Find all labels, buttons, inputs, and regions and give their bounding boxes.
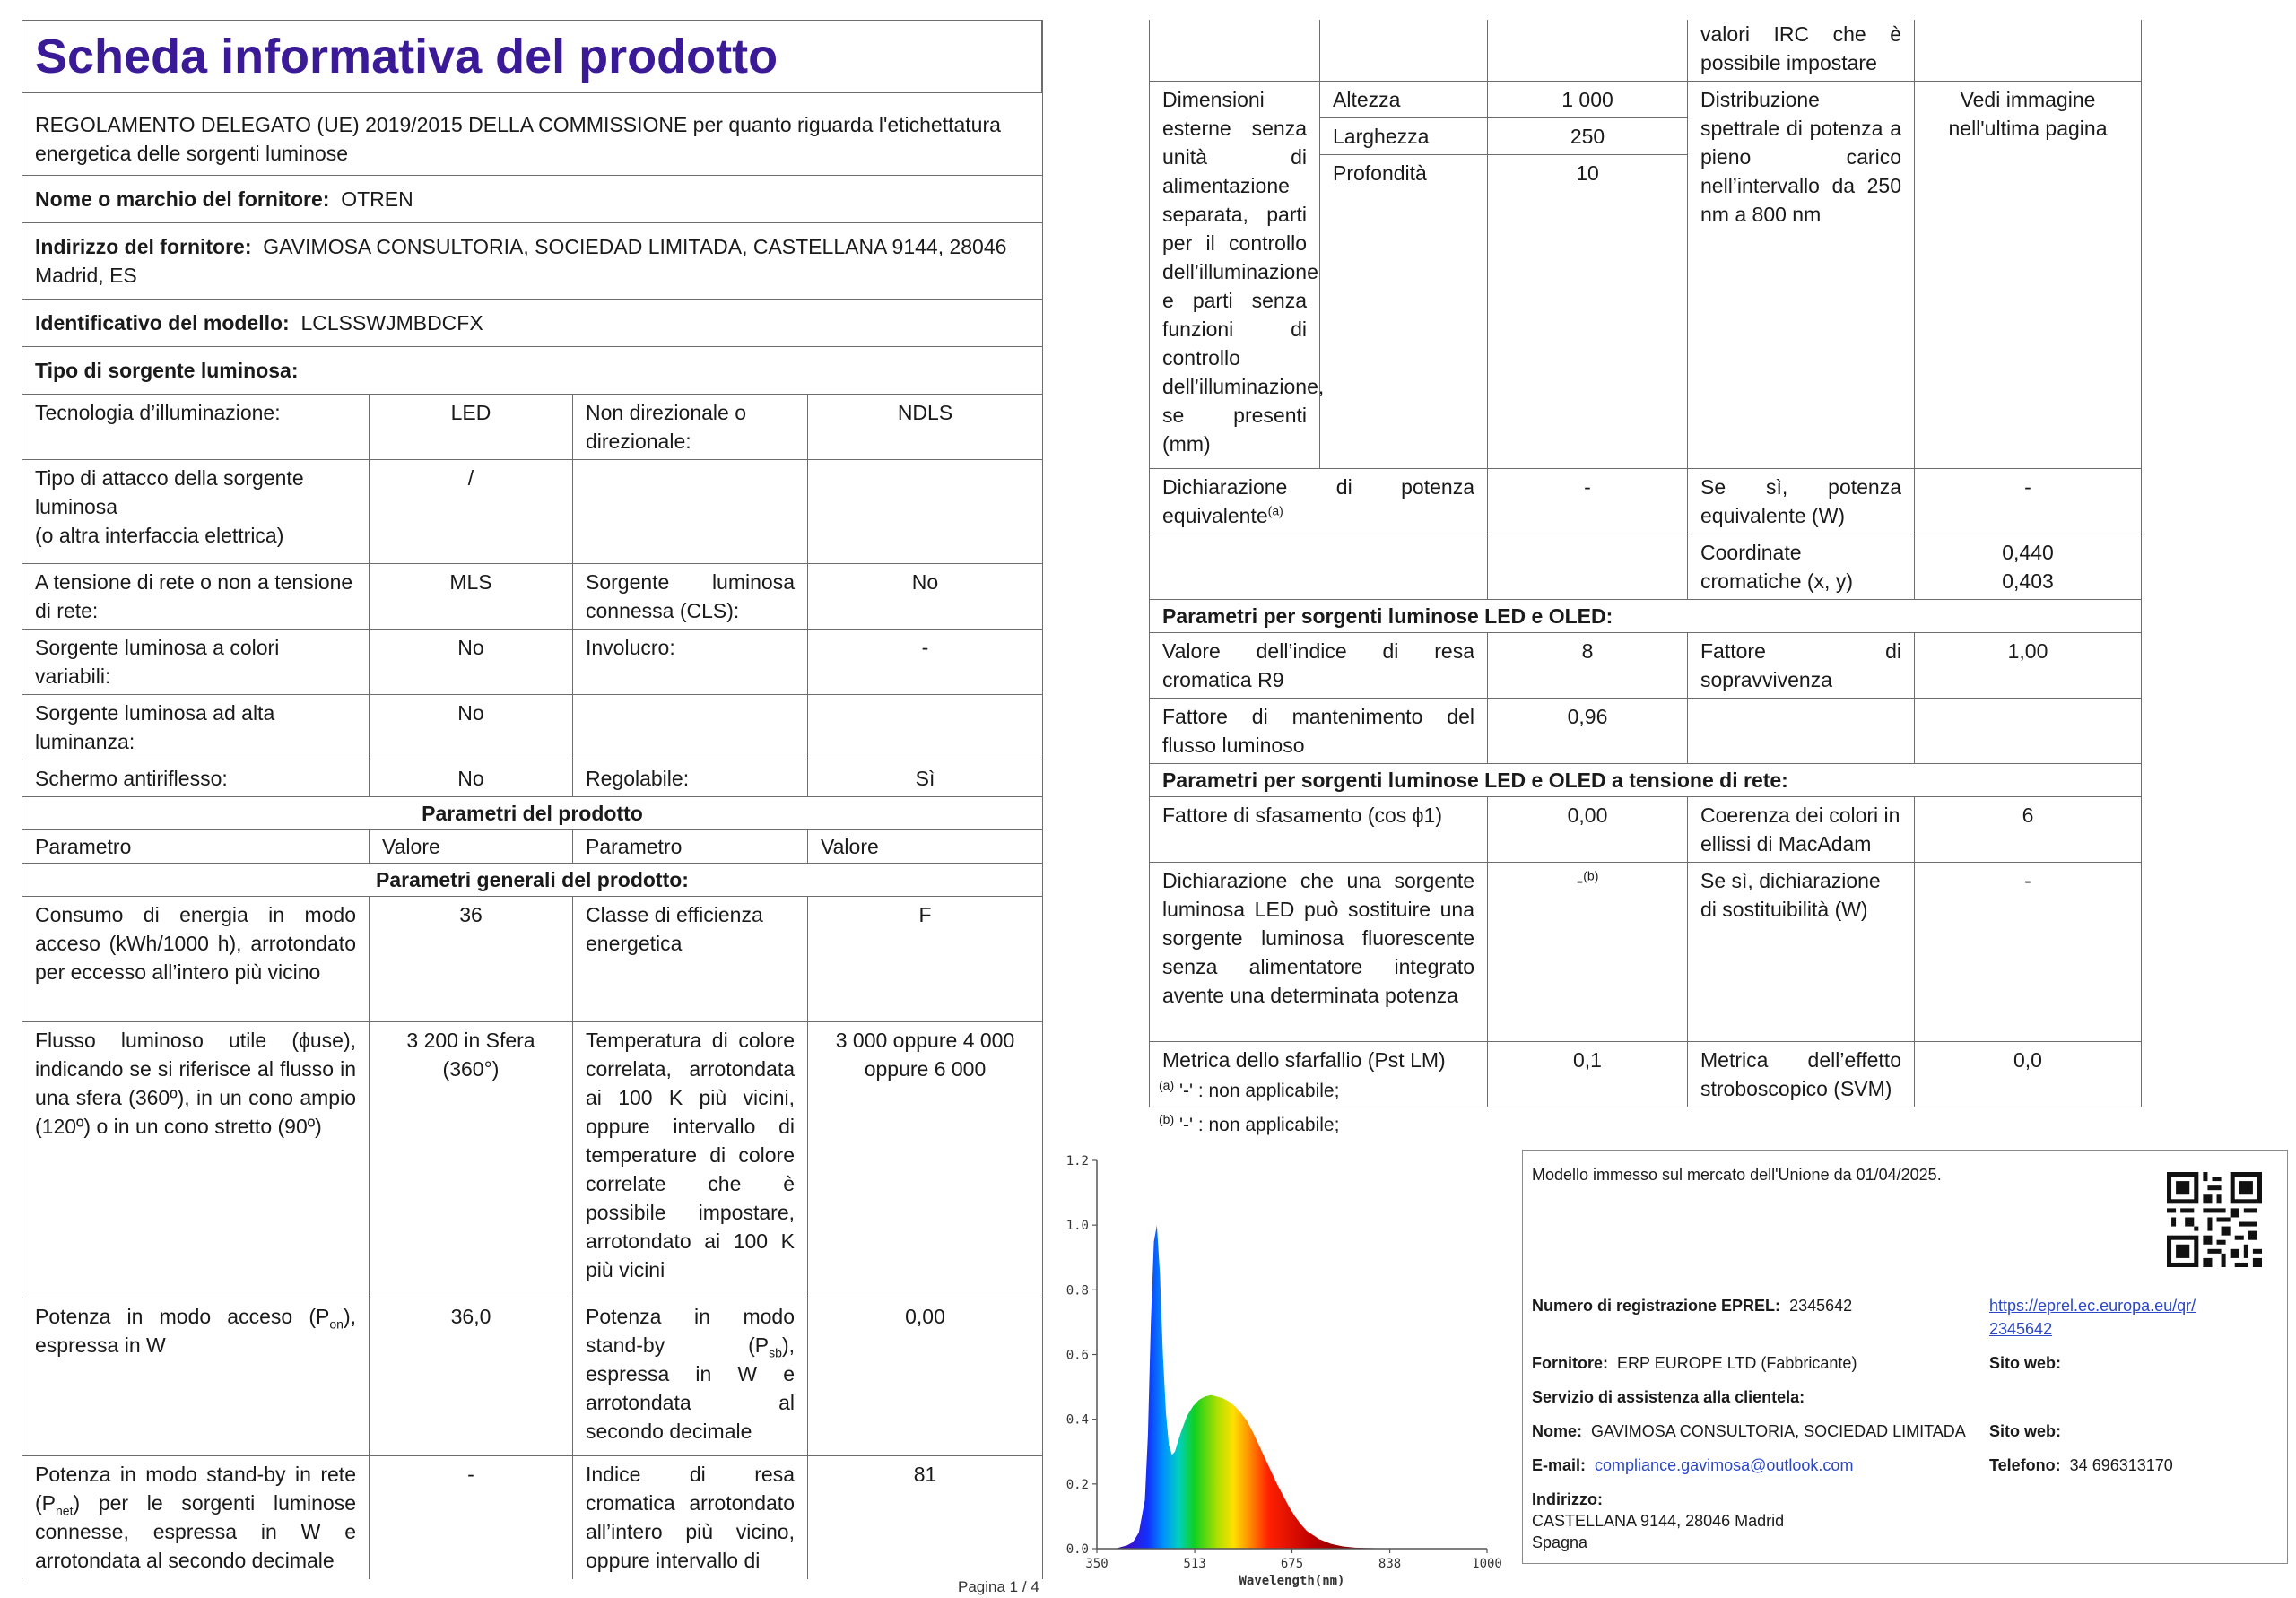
cct-value: 3 000 oppure 4 000 oppure 6 000	[808, 1021, 1043, 1298]
address-line-2: Spagna	[1532, 1533, 1588, 1551]
mains-value: MLS	[370, 563, 573, 629]
dims-label: Dimensioni esterne senza unità di alimentazione separata, parti per il controllo dell’illuminazione e parti senza funzioni di controllo dell’illuminazione, se presenti (mm)	[1150, 82, 1320, 469]
spd-label: Distribuzione spettrale di potenza a pieno carico nell’intervallo da 250 nm a 800 nm	[1688, 82, 1915, 469]
equiv-label: Dichiarazione di potenza equivalente$^{(a)}$	[1150, 469, 1488, 534]
equiv-w-value: -	[1915, 469, 2142, 534]
svm-value: 0,0	[1915, 1042, 2142, 1107]
dimmable-value: Sì	[808, 760, 1043, 796]
general-params-heading: Parametri generali del prodotto:	[22, 863, 1043, 896]
cos-label: Fattore di sfasamento (cos ϕ1)	[1150, 797, 1488, 863]
high-luminance-value: No	[370, 694, 573, 760]
height-label: Altezza	[1320, 82, 1488, 118]
right-table	[1149, 20, 2142, 1107]
macadam-label: Coerenza dei colori in ellissi di MacAdam	[1688, 797, 1915, 863]
survival-value: 1,00	[1915, 633, 2142, 699]
depth-label: Profondità	[1320, 155, 1488, 469]
replace-label: Dichiarazione che una sorgente luminosa LED può sostituire una sorgente luminosa fluorescente senza alimentatore integrato avente una determinata potenza	[1150, 863, 1488, 1042]
col-param-1: Parametro	[22, 829, 370, 863]
col-value-1: Valore	[370, 829, 573, 863]
pon-value: 36,0	[370, 1298, 573, 1455]
chroma-value: 0,440 0,403	[1915, 534, 2142, 600]
supplier-name-row: Nome o marchio del fornitore: OTREN	[22, 175, 1043, 222]
mains-label: A tensione di rete o non a tensione di rete:	[22, 563, 370, 629]
y-tick-label: 0.6	[1065, 1348, 1089, 1363]
cls-label: Sorgente luminosa connessa (CLS):	[573, 563, 808, 629]
x-tick-label: 838	[1378, 1557, 1402, 1571]
replace-w-value: -	[1915, 863, 2142, 1042]
tech-value: LED	[370, 394, 573, 459]
y-tick-label: 0.4	[1065, 1412, 1089, 1428]
chart-plot-area	[1066, 1154, 1502, 1588]
x-tick-label: 1000	[1472, 1557, 1502, 1571]
y-tick-label: 1.0	[1065, 1219, 1089, 1234]
x-tick-label: 350	[1085, 1557, 1109, 1571]
y-tick-label: 0.2	[1065, 1477, 1089, 1492]
energy-label: Consumo di energia in modo acceso (kWh/1000 h), arrotondato per eccesso all’intero più vicino	[22, 896, 370, 1021]
flux-label: Flusso luminoso utile (ϕuse), indicando se si riferisce al flusso in una sfera (360º), in un cono ampio (120º) o in un cono stretto (90º)	[22, 1021, 370, 1298]
spectrum-area	[1097, 1225, 1487, 1549]
website2-label: Sito web:	[1989, 1422, 2061, 1440]
height-value: 1 000	[1488, 82, 1688, 118]
email-row: E-mail: compliance.gavimosa@outlook.com	[1532, 1456, 1854, 1474]
cri-continued: valori IRC che è possibile impostare	[1688, 20, 1915, 82]
tech-label: Tecnologia d’illuminazione:	[22, 394, 370, 459]
eprel-card	[1522, 1150, 2288, 1564]
pnet-label: Potenza in modo stand-by in rete $(P_{net})$ per le sorgenti luminose connesse, espressa in W e arrotondata al secondo decimale	[22, 1455, 370, 1579]
source-type-heading: Tipo di sorgente luminosa:	[22, 346, 1043, 394]
product-params-heading: Parametri del prodotto	[22, 796, 1043, 829]
width-value: 250	[1488, 118, 1688, 155]
envelope-label: Involucro:	[573, 629, 808, 694]
cls-value: No	[808, 563, 1043, 629]
address-label: Indirizzo:	[1532, 1490, 1603, 1508]
cap-value: /	[370, 459, 573, 563]
x-tick-label: 675	[1280, 1557, 1304, 1571]
regulation-text: REGOLAMENTO DELEGATO (UE) 2019/2015 DELLA COMMISSIONE per quanto riguarda l'etichettatura energetica delle sorgenti luminose	[22, 110, 1043, 176]
y-tick-label: 0.0	[1065, 1542, 1089, 1557]
r9-label: Valore dell’indice di resa cromatica R9	[1150, 633, 1488, 699]
width-label: Larghezza	[1320, 118, 1488, 155]
col-value-2: Valore	[808, 829, 1043, 863]
supplier-row: Fornitore: ERP EUROPE LTD (Fabbricante)	[1532, 1354, 1857, 1372]
pnet-value: -	[370, 1455, 573, 1579]
replace-value: -$^{(b)}$	[1488, 863, 1688, 1042]
email-link[interactable]: compliance.gavimosa@outlook.com	[1595, 1456, 1854, 1474]
class-value: F	[808, 896, 1043, 1021]
eprel-url-link[interactable]: https://eprel.ec.europa.eu/qr/2345642	[1989, 1297, 2196, 1338]
y-tick-label: 1.2	[1065, 1154, 1089, 1168]
supplier-address-row: Indirizzo del fornitore: GAVIMOSA CONSULTORIA, SOCIEDAD LIMITADA, CASTELLANA 9144, 28046 Madrid, ES	[22, 222, 1043, 299]
x-axis-label: Wavelength(nm)	[1239, 1574, 1345, 1588]
envelope-value: -	[808, 629, 1043, 694]
model-row: Identificativo del modello: LCLSSWJMBDCFX	[22, 299, 1043, 346]
svm-label: Metrica dell’effetto stroboscopico (SVM)	[1688, 1042, 1915, 1107]
energy-value: 36	[370, 896, 573, 1021]
customer-service-label: Servizio di assistenza alla clientela:	[1532, 1388, 1805, 1406]
equiv-value: -	[1488, 469, 1688, 534]
psb-label: Potenza in modo stand-by $(P_{sb})$, espressa in W e arrotondata al secondo decimale	[573, 1298, 808, 1455]
class-label: Classe di efficienza energetica	[573, 896, 808, 1021]
market-date: Modello immesso sul mercato dell'Unione da 01/04/2025.	[1532, 1166, 1942, 1184]
pst-label: Metrica dello sfarfallio (Pst LM)	[1150, 1042, 1488, 1107]
cri-label: Indice di resa cromatica arrotondato all’intero più vicino, oppure intervallo di	[573, 1455, 808, 1579]
glare-value: No	[370, 760, 573, 796]
led-params-heading: Parametri per sorgenti luminose LED e OLED:	[1150, 600, 2142, 633]
maintenance-value: 0,96	[1488, 699, 1688, 764]
depth-value: 10	[1488, 155, 1688, 469]
col-param-2: Parametro	[573, 829, 808, 863]
cri-value: 81	[808, 1455, 1043, 1579]
cap-label: Tipo di attacco della sorgente luminosa (o altra interfaccia elettrica)	[22, 459, 370, 563]
pon-label: Potenza in modo acceso $(P_{on})$, espressa in W	[22, 1298, 370, 1455]
phone-row: Telefono: 34 696313170	[1989, 1456, 2173, 1474]
colour-label: Sorgente luminosa a colori variabili:	[22, 629, 370, 694]
y-tick-label: 0.8	[1065, 1283, 1089, 1298]
spd-value: Vedi immagine nell'ultima pagina	[1915, 82, 2142, 469]
dir-value: NDLS	[808, 394, 1043, 459]
survival-label: Fattore di sopravvivenza	[1688, 633, 1915, 699]
equiv-w-label: Se sì, potenza equivalente (W)	[1688, 469, 1915, 534]
website-label: Sito web:	[1989, 1354, 2061, 1372]
maintenance-label: Fattore di mantenimento del flusso luminoso	[1150, 699, 1488, 764]
qr-code-icon[interactable]	[2167, 1172, 2262, 1267]
colour-value: No	[370, 629, 573, 694]
page-title: Scheda informativa del prodotto	[22, 21, 1042, 93]
footnotes	[1159, 1074, 1339, 1142]
pst-value: 0,1	[1488, 1042, 1688, 1107]
flux-value: 3 200 in Sfera (360°)	[370, 1021, 573, 1298]
chroma-label: Coordinate cromatiche (x, y)	[1688, 534, 1915, 600]
cct-label: Temperatura di colore correlata, arrotondata ai 100 K più vicini, oppure intervallo di temperature di colore correlate che è possibile impostare, arrotondato ai 100 K più vicini	[573, 1021, 808, 1298]
eprel-reg-row: Numero di registrazione EPREL: 2345642	[1532, 1297, 1853, 1315]
contact-name-row: Nome: GAVIMOSA CONSULTORIA, SOCIEDAD LIMITADA	[1532, 1422, 1966, 1440]
replace-w-label: Se sì, dichiarazione di sostituibilità (W)	[1688, 863, 1915, 1042]
dir-label: Non direzionale o direzionale:	[573, 394, 808, 459]
page-number: Pagina 1 / 4	[958, 1578, 1039, 1595]
macadam-value: 6	[1915, 797, 2142, 863]
footnote-a: $^{(a)}$ '-' : non applicabile;	[1159, 1078, 1340, 1101]
spectrum-chart	[1049, 1150, 1502, 1591]
psb-value: 0,00	[808, 1298, 1043, 1455]
left-table	[22, 20, 1043, 1579]
footnote-b: $^{(b)}$ '-' : non applicabile;	[1159, 1112, 1340, 1135]
high-luminance-label: Sorgente luminosa ad alta luminanza:	[22, 694, 370, 760]
r9-value: 8	[1488, 633, 1688, 699]
glare-label: Schermo antiriflesso:	[22, 760, 370, 796]
led-mains-heading: Parametri per sorgenti luminose LED e OLED a tensione di rete:	[1150, 764, 2142, 797]
x-tick-label: 513	[1183, 1557, 1206, 1571]
dimmable-label: Regolabile:	[573, 760, 808, 796]
address-line-1: CASTELLANA 9144, 28046 Madrid	[1532, 1512, 1785, 1530]
cos-value: 0,00	[1488, 797, 1688, 863]
